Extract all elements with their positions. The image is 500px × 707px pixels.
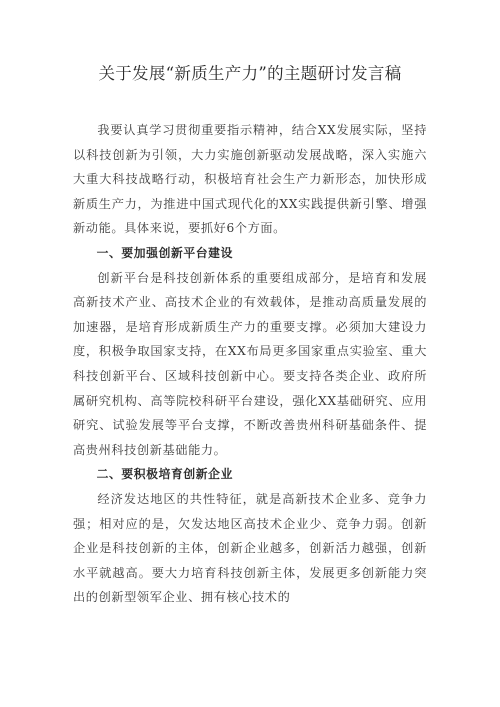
intro-paragraph: 我要认真学习贯彻重要指示精神，结合XX发展实际，坚持以科技创新为引领，大力实施创新驱动发展战略，深入实施六大重大科技战略行动，积极培育社会生产力新形态，加快形成新质生产力，为推进中国式现代化的XX实践提供新引擎、增强新动能。具体来说，要抓好6个方面。 xyxy=(73,123,427,236)
document-body xyxy=(73,118,427,610)
section-2-paragraph: 经济发达地区的共性特征，就是高新技术企业多、竞争力强；相对应的是，欠发达地区高技术企业少、竞争力弱。创新企业是科技创新的主体，创新企业越多，创新活力越强，创新水平就越高。要大力培育科技创新主体，发展更多创新能力突出的创新型领军企业、拥有核心技术的 xyxy=(73,491,427,605)
section-1-heading: 一、要加强创新平台建设 xyxy=(96,245,233,260)
document-title: 关于发展“新质生产力”的主题研讨发言稿 xyxy=(98,64,402,83)
section-2-heading: 二、要积极培育创新企业 xyxy=(96,467,233,482)
section-1-paragraph: 创新平台是科技创新体系的重要组成部分，是培育和发展高新技术产业、高技术企业的有效载体，是推动高质量发展的加速器，是培育形成新质生产力的重要支撑。必须加大建设力度，积极争取国家支持，在XX布局更多国家重点实验室、重大科技创新平台、区域科技创新中心。要支持各类企业、政府所属研究机构、高等院校科研平台建设，强化XX基础研究、应用研究、试验发展等平台支撑，不断改善贵州科研基础条件、提高贵州科技创新基础能力。 xyxy=(73,270,427,457)
